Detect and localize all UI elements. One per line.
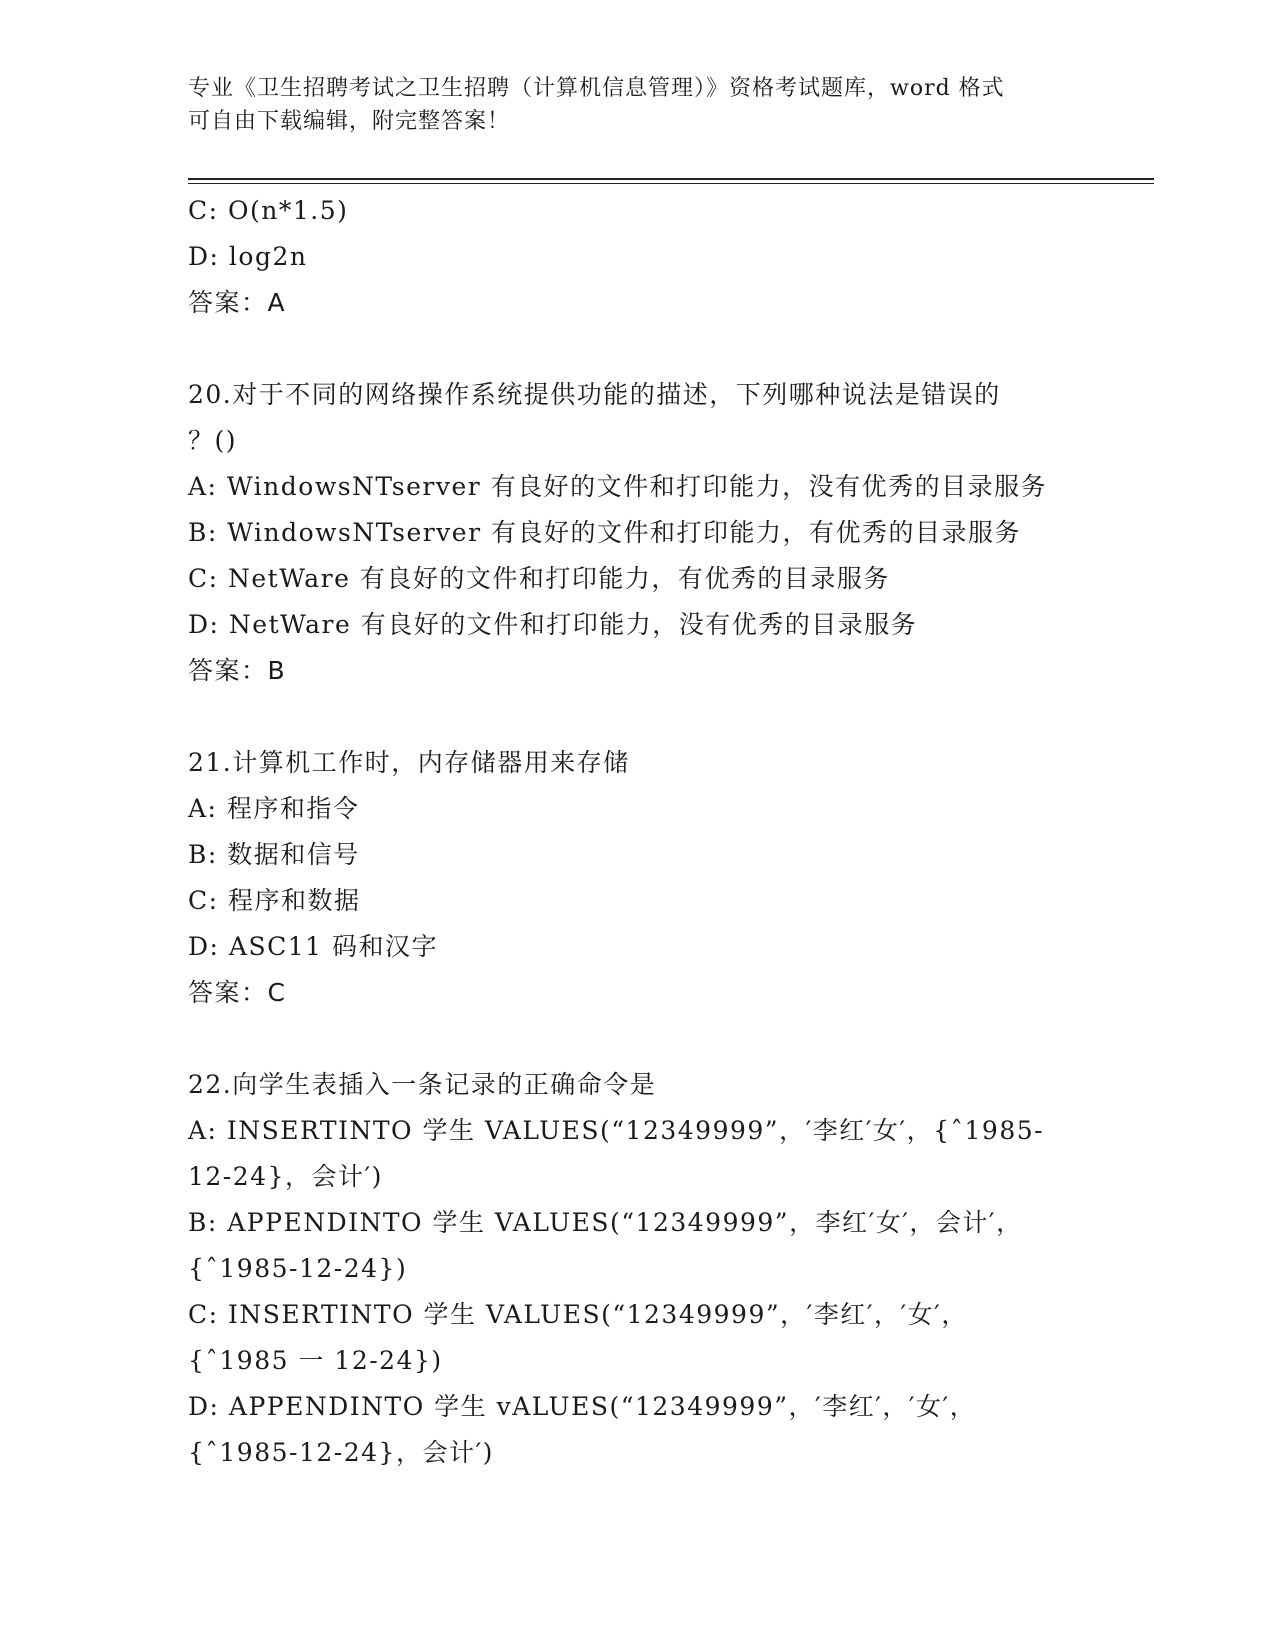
option-b-continued: {ˆ1985-12-24}) [188,1254,408,1283]
option-c: C: 程序和数据 [188,886,361,915]
header-line-2: 可自由下载编辑，附完整答案！ [188,109,511,134]
answer-line: 答案：B [188,656,287,685]
option-b: B: WindowsNTserver 有良好的文件和打印能力，有优秀的目录服务 [188,518,1022,547]
question-stem: 22.向学生表插入一条记录的正确命令是 [188,1070,657,1099]
answer-line: 答案：A [188,288,287,317]
option-a: A: INSERTINTO 学生 VALUES(“12349999”，′李红′女′，{ˆ1985- [188,1116,1045,1145]
question-list [188,188,1088,1476]
option-b: B: APPENDINTO 学生 VALUES(“12349999”，李红′女′，会计′， [188,1208,1023,1237]
option-c: C: NetWare 有良好的文件和打印能力，有优秀的目录服务 [188,564,890,593]
header-line-1: 专业《卫生招聘考试之卫生招聘（计算机信息管理）》资格考试题库，word 格式 [188,76,1005,101]
option-a-continued: 12-24}，会计′) [188,1162,383,1191]
question-stem-continued: ？() [188,426,238,455]
question-stem: 20.对于不同的网络操作系统提供功能的描述，下列哪种说法是错误的 [188,380,1001,409]
document-header [188,72,1088,138]
option-d: D: ASC11 码和汉字 [188,932,438,961]
header-divider-thin [188,183,1154,184]
option-a: A: WindowsNTserver 有良好的文件和打印能力，没有优秀的目录服务 [188,472,1048,501]
option-d-continued: {ˆ1985-12-24}，会计′) [188,1438,494,1467]
option-c: C: INSERTINTO 学生 VALUES(“12349999”，′李红′，′女′， [188,1300,968,1329]
option-c-continued: {ˆ1985 一 12-24}) [188,1346,443,1375]
question-stem: 21.计算机工作时，内存储器用来存储 [188,748,630,777]
header-divider-thick [188,178,1154,180]
option-c: C: O(n*1.5) [188,196,349,225]
option-d: D: NetWare 有良好的文件和打印能力，没有优秀的目录服务 [188,610,918,639]
answer-line: 答案：C [188,978,287,1007]
option-a: A: 程序和指令 [188,794,360,823]
option-b: B: 数据和信号 [188,840,360,869]
option-d: D: APPENDINTO 学生 vALUES(“12349999”，′李红′，′女′， [188,1392,977,1421]
option-d: D: log2n [188,242,308,271]
